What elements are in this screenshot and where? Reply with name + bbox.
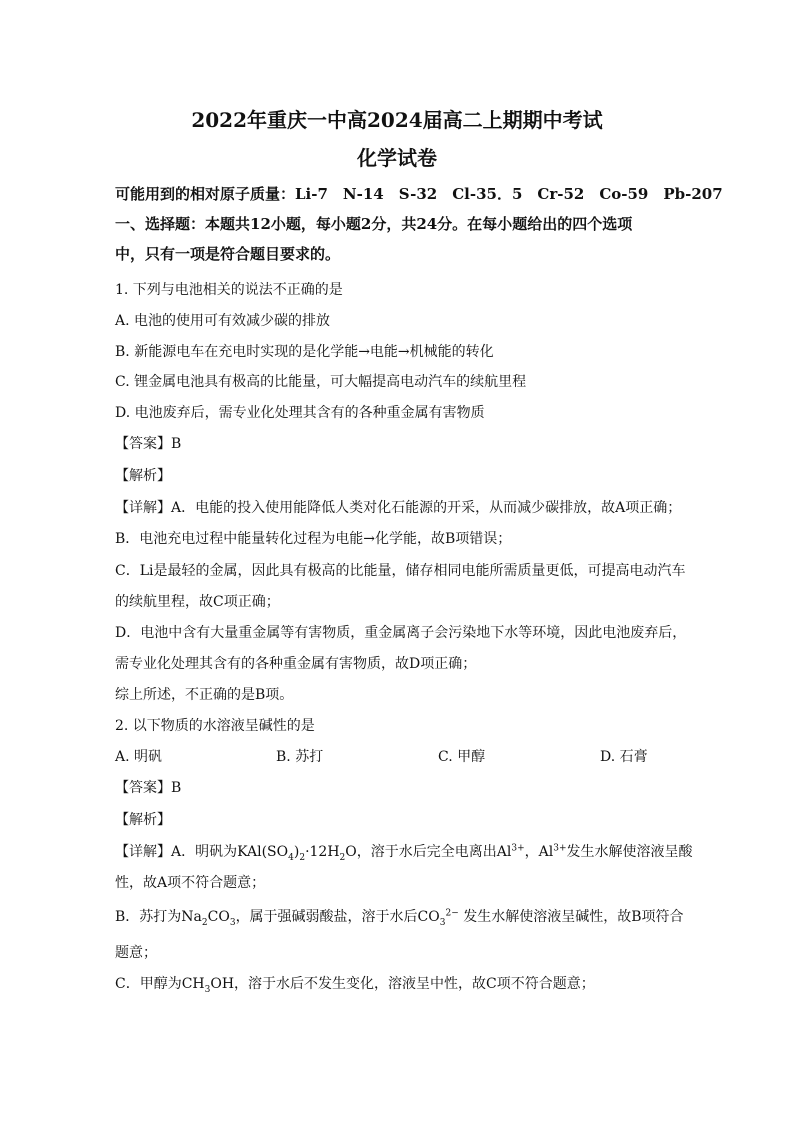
q1-detail-line: 【详解】A．电能的投入使用能降低人类对化石能源的开采，从而减少碳排放，故A项正确； [115, 500, 682, 516]
q1-detail-line: 需专业化处理其含有的各种重金属有害物质，故D项正确； [115, 656, 477, 672]
q2-detail-b-line-2: 题意； [115, 945, 157, 961]
q2-detail-a-line-1: 【详解】A．明矾为$KAl(SO_4)_2\cdot 12H_2O$，溶于水后完全电离出$Al^{3+}$，$Al^{3+}$发生水解使溶液呈酸 [115, 843, 693, 863]
q2-option-b: B. 苏打 [276, 749, 324, 765]
q1-option-b: B. 新能源电车在充电时实现的是化学能→电能→机械能的转化 [115, 344, 494, 360]
q1-option-c: C. 锂金属电池具有极高的比能量，可大幅提高电动汽车的续航里程 [115, 374, 527, 390]
q1-detail-line: D．电池中含有大量重金属等有害物质，重金属离子会污染地下水等环境，因此电池废弃后， [115, 625, 687, 641]
q2-detail-b-line-1: B．苏打为$Na_2CO_3$，属于强碱弱酸盐，溶于水后$CO_3^{2-}$ 发生水解使溶液呈碱性，故B项符合 [115, 908, 684, 928]
q1-detail-line: B．电池充电过程中能量转化过程为电能→化学能，故B项错误； [115, 531, 512, 547]
q2-answer: 【答案】B [115, 780, 182, 796]
exam-subtitle: 化学试卷 [357, 146, 437, 170]
q2-detail-a-line-2: 性，故A项不符合题意； [115, 875, 266, 891]
q1-detail-line: 综上所述，不正确的是B项。 [115, 687, 294, 703]
q1-detail-line: 的续航里程，故C项正确； [115, 594, 280, 610]
q2-option-a: A. 明矾 [115, 749, 163, 765]
exam-title: 2022年重庆一中高2024届高二上期期中考试 [191, 108, 603, 132]
section-heading-line-1: 一、选择题：本题共12小题，每小题2分，共24分。在每小题给出的四个选项 [115, 215, 633, 233]
q1-detail-line: C．Li是最轻的金属，因此具有极高的比能量，储存相同电能所需质量更低，可提高电动汽车 [115, 563, 686, 579]
q1-stem: 1. 下列与电池相关的说法不正确的是 [115, 282, 343, 298]
atomic-masses: 可能用到的相对原子质量：Li-7 N-14 S-32 Cl-35．5 Cr-52 Co-59 Pb-207 [115, 185, 723, 203]
q2-option-c: C. 甲醇 [438, 749, 486, 765]
q1-option-d: D. 电池废弃后，需专业化处理其含有的各种重金属有害物质 [115, 405, 485, 421]
q2-detail-c-line: C．甲醇为$CH_3OH$，溶于水后不发生变化，溶液呈中性，故C项不符合题意； [115, 976, 595, 995]
q1-option-a: A. 电池的使用可有效减少碳的排放 [115, 313, 331, 329]
section-heading-line-2: 中，只有一项是符合题目要求的。 [115, 245, 341, 263]
q2-analysis-label: 【解析】 [115, 812, 171, 828]
q2-option-d: D. 石膏 [600, 749, 648, 765]
q1-analysis-label: 【解析】 [115, 468, 171, 484]
q1-answer: 【答案】B [115, 436, 182, 452]
q2-stem: 2. 以下物质的水溶液呈碱性的是 [115, 718, 315, 734]
